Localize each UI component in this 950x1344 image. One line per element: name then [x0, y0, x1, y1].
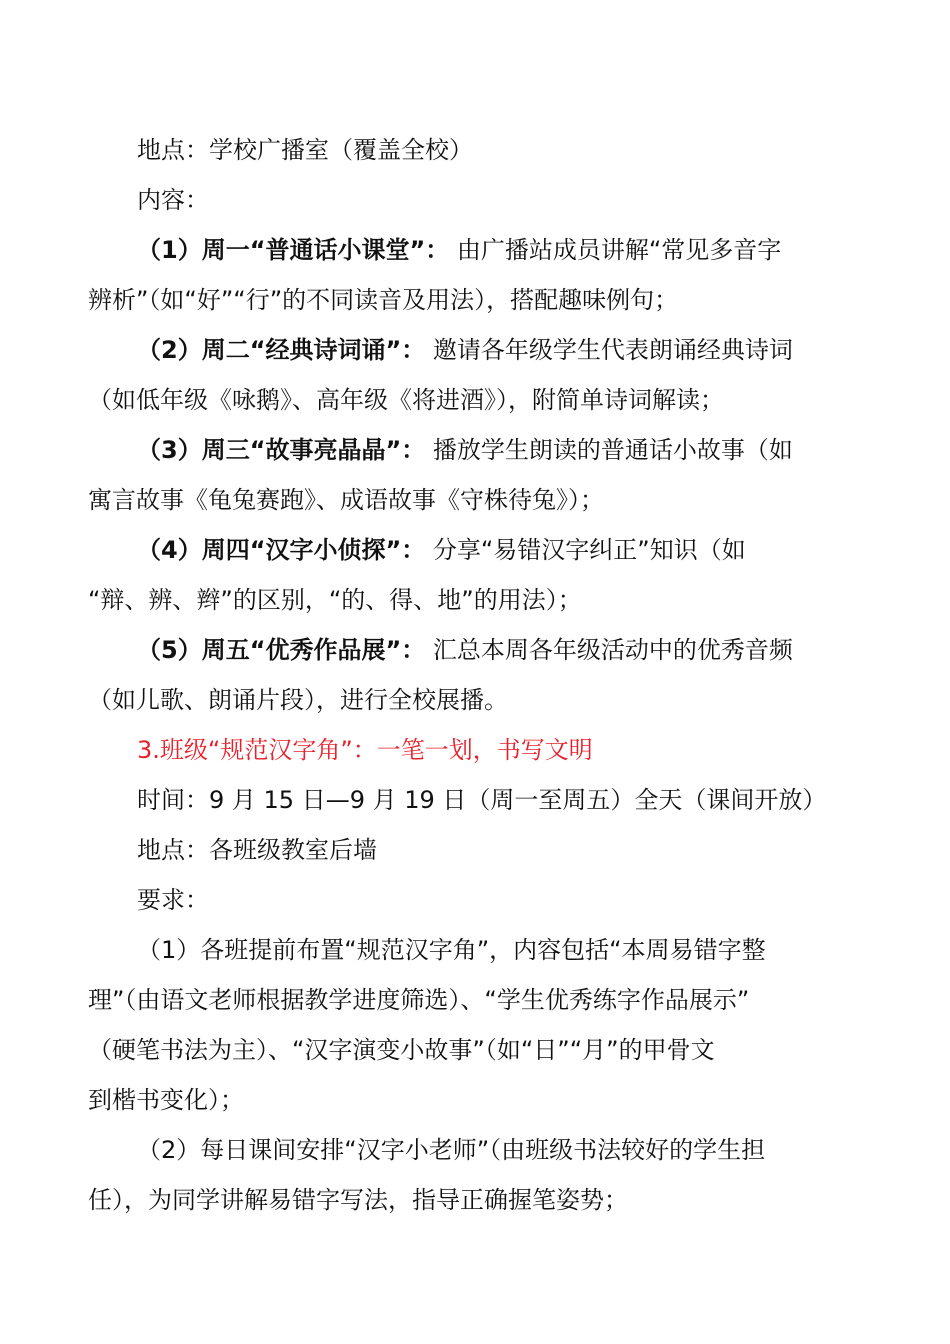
content-item-3-cont: 寓言故事《龟兔赛跑》、成语故事《守株待兔》）； [88, 486, 604, 514]
requirement-2-line-2: 任），为同学讲解易错字写法，指导正确握笔姿势； [88, 1186, 628, 1214]
item-text: 由广播站成员讲解“常见多音字 [449, 236, 782, 264]
content-item-1-cont: 辨析”（如“好”“行”的不同读音及用法），搭配趣味例句； [88, 286, 679, 314]
content-label: 内容： [137, 186, 209, 214]
content-item-2-cont: （如低年级《咏鹅》、高年级《将进酒》），附简单诗词解读； [88, 386, 724, 414]
requirement-1-line-4: 到楷书变化）； [88, 1086, 244, 1114]
item-text: 汇总本周各年级活动中的优秀音频 [425, 636, 793, 664]
requirements-label: 要求： [137, 886, 209, 914]
content-item-4-cont: “辩、辨、辫”的区别，“的、得、地”的用法）； [88, 586, 582, 614]
content-item-4 [137, 534, 746, 566]
section-3-heading: 3.班级“规范汉字角”：一笔一划，书写文明 [137, 736, 593, 764]
item-heading: （1）周一“普通话小课堂”： [137, 236, 450, 264]
content-item-5-cont: （如儿歌、朗诵片段），进行全校展播。 [88, 686, 508, 714]
item-text: 分享“易错汉字纠正”知识（如 [425, 536, 746, 564]
item-heading: （5）周五“优秀作品展”： [137, 636, 426, 664]
content-item-1 [137, 234, 781, 266]
item-text: 播放学生朗读的普通话小故事（如 [425, 436, 793, 464]
requirement-1-line-1: （1）各班提前布置“规范汉字角”，内容包括“本周易错字整 [137, 936, 766, 964]
item-heading: （4）周四“汉字小侦探”： [137, 536, 426, 564]
content-item-3 [137, 434, 793, 466]
requirement-2-line-1: （2）每日课间安排“汉字小老师”（由班级书法较好的学生担 [137, 1136, 766, 1164]
item-heading: （2）周二“经典诗词诵”： [137, 336, 426, 364]
location-line: 地点：学校广播室（覆盖全校） [137, 136, 473, 164]
requirement-1-line-3: （硬笔书法为主）、“汉字演变小故事”（如“日”“月”的甲骨文 [88, 1036, 715, 1064]
requirement-1-line-2: 理”（由语文老师根据教学进度筛选）、“学生优秀练字作品展示” [88, 986, 750, 1014]
content-item-5 [137, 634, 793, 666]
content-item-2 [137, 334, 793, 366]
time-line: 时间：9 月 15 日—9 月 19 日（周一至周五）全天（课间开放） [137, 786, 827, 814]
place-line: 地点：各班级教室后墙 [137, 836, 377, 864]
item-text: 邀请各年级学生代表朗诵经典诗词 [425, 336, 793, 364]
item-heading: （3）周三“故事亮晶晶”： [137, 436, 426, 464]
